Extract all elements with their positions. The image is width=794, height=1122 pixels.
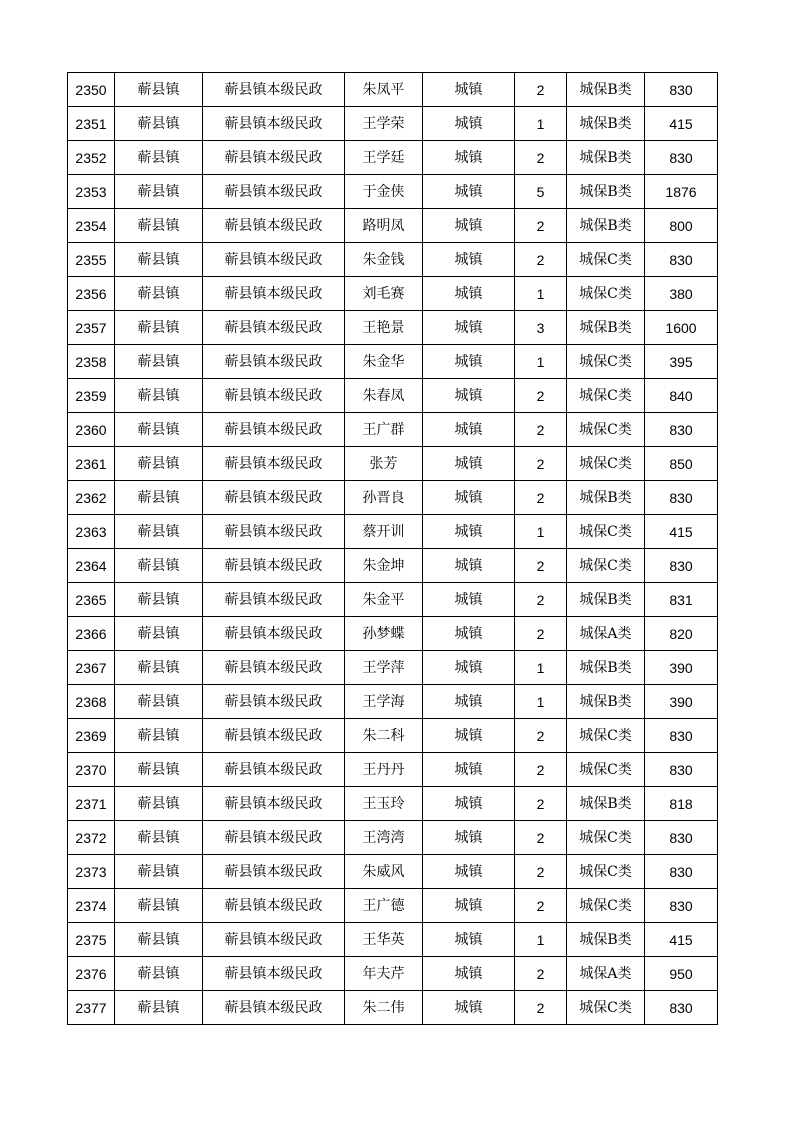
name-cell: 孙梦蝶 <box>345 617 423 651</box>
town-cell: 蕲县镇 <box>115 515 203 549</box>
category-cell: 城保C类 <box>567 277 645 311</box>
household-size-cell: 2 <box>515 753 567 787</box>
serial-no-cell: 2366 <box>68 617 115 651</box>
town-cell: 蕲县镇 <box>115 617 203 651</box>
name-cell: 朱春凤 <box>345 379 423 413</box>
table-row <box>68 413 718 447</box>
town-cell: 蕲县镇 <box>115 991 203 1025</box>
town-cell: 蕲县镇 <box>115 277 203 311</box>
unit-cell: 蕲县镇本级民政 <box>203 821 345 855</box>
table-row <box>68 311 718 345</box>
amount-cell: 1876 <box>645 175 718 209</box>
area-type-cell: 城镇 <box>423 651 515 685</box>
household-size-cell: 2 <box>515 719 567 753</box>
town-cell: 蕲县镇 <box>115 243 203 277</box>
amount-cell: 830 <box>645 753 718 787</box>
household-size-cell: 2 <box>515 73 567 107</box>
serial-no-cell: 2372 <box>68 821 115 855</box>
household-size-cell: 2 <box>515 209 567 243</box>
area-type-cell: 城镇 <box>423 107 515 141</box>
serial-no-cell: 2371 <box>68 787 115 821</box>
unit-cell: 蕲县镇本级民政 <box>203 73 345 107</box>
household-size-cell: 2 <box>515 617 567 651</box>
serial-no-cell: 2363 <box>68 515 115 549</box>
town-cell: 蕲县镇 <box>115 855 203 889</box>
amount-cell: 830 <box>645 73 718 107</box>
town-cell: 蕲县镇 <box>115 957 203 991</box>
household-size-cell: 2 <box>515 379 567 413</box>
name-cell: 朱金钱 <box>345 243 423 277</box>
serial-no-cell: 2376 <box>68 957 115 991</box>
serial-no-cell: 2365 <box>68 583 115 617</box>
category-cell: 城保C类 <box>567 549 645 583</box>
household-size-cell: 2 <box>515 957 567 991</box>
table-row <box>68 107 718 141</box>
category-cell: 城保C类 <box>567 515 645 549</box>
table-row <box>68 277 718 311</box>
unit-cell: 蕲县镇本级民政 <box>203 889 345 923</box>
serial-no-cell: 2357 <box>68 311 115 345</box>
household-size-cell: 5 <box>515 175 567 209</box>
unit-cell: 蕲县镇本级民政 <box>203 107 345 141</box>
town-cell: 蕲县镇 <box>115 311 203 345</box>
name-cell: 王艳景 <box>345 311 423 345</box>
serial-no-cell: 2367 <box>68 651 115 685</box>
table-row <box>68 345 718 379</box>
category-cell: 城保C类 <box>567 855 645 889</box>
category-cell: 城保B类 <box>567 481 645 515</box>
household-size-cell: 1 <box>515 277 567 311</box>
unit-cell: 蕲县镇本级民政 <box>203 379 345 413</box>
serial-no-cell: 2359 <box>68 379 115 413</box>
unit-cell: 蕲县镇本级民政 <box>203 617 345 651</box>
household-size-cell: 2 <box>515 413 567 447</box>
town-cell: 蕲县镇 <box>115 447 203 481</box>
serial-no-cell: 2374 <box>68 889 115 923</box>
category-cell: 城保B类 <box>567 107 645 141</box>
town-cell: 蕲县镇 <box>115 481 203 515</box>
town-cell: 蕲县镇 <box>115 175 203 209</box>
household-size-cell: 2 <box>515 447 567 481</box>
area-type-cell: 城镇 <box>423 617 515 651</box>
area-type-cell: 城镇 <box>423 277 515 311</box>
table-row <box>68 549 718 583</box>
name-cell: 于金侠 <box>345 175 423 209</box>
serial-no-cell: 2368 <box>68 685 115 719</box>
name-cell: 王学荣 <box>345 107 423 141</box>
amount-cell: 415 <box>645 923 718 957</box>
category-cell: 城保C类 <box>567 821 645 855</box>
unit-cell: 蕲县镇本级民政 <box>203 209 345 243</box>
name-cell: 朱威风 <box>345 855 423 889</box>
area-type-cell: 城镇 <box>423 141 515 175</box>
name-cell: 朱金平 <box>345 583 423 617</box>
household-size-cell: 2 <box>515 787 567 821</box>
area-type-cell: 城镇 <box>423 73 515 107</box>
area-type-cell: 城镇 <box>423 481 515 515</box>
household-size-cell: 1 <box>515 107 567 141</box>
name-cell: 朱二伟 <box>345 991 423 1025</box>
area-type-cell: 城镇 <box>423 685 515 719</box>
unit-cell: 蕲县镇本级民政 <box>203 311 345 345</box>
town-cell: 蕲县镇 <box>115 379 203 413</box>
category-cell: 城保B类 <box>567 583 645 617</box>
unit-cell: 蕲县镇本级民政 <box>203 413 345 447</box>
amount-cell: 1600 <box>645 311 718 345</box>
area-type-cell: 城镇 <box>423 345 515 379</box>
category-cell: 城保C类 <box>567 413 645 447</box>
table-row <box>68 923 718 957</box>
area-type-cell: 城镇 <box>423 549 515 583</box>
household-size-cell: 2 <box>515 243 567 277</box>
amount-cell: 830 <box>645 889 718 923</box>
table-row <box>68 583 718 617</box>
amount-cell: 830 <box>645 141 718 175</box>
town-cell: 蕲县镇 <box>115 787 203 821</box>
name-cell: 王广群 <box>345 413 423 447</box>
area-type-cell: 城镇 <box>423 821 515 855</box>
unit-cell: 蕲县镇本级民政 <box>203 175 345 209</box>
category-cell: 城保B类 <box>567 175 645 209</box>
category-cell: 城保C类 <box>567 719 645 753</box>
amount-cell: 390 <box>645 651 718 685</box>
unit-cell: 蕲县镇本级民政 <box>203 787 345 821</box>
unit-cell: 蕲县镇本级民政 <box>203 515 345 549</box>
amount-cell: 840 <box>645 379 718 413</box>
area-type-cell: 城镇 <box>423 413 515 447</box>
category-cell: 城保C类 <box>567 753 645 787</box>
name-cell: 刘毛赛 <box>345 277 423 311</box>
serial-no-cell: 2375 <box>68 923 115 957</box>
household-size-cell: 2 <box>515 991 567 1025</box>
category-cell: 城保A类 <box>567 957 645 991</box>
serial-no-cell: 2369 <box>68 719 115 753</box>
name-cell: 王学海 <box>345 685 423 719</box>
town-cell: 蕲县镇 <box>115 753 203 787</box>
area-type-cell: 城镇 <box>423 311 515 345</box>
serial-no-cell: 2373 <box>68 855 115 889</box>
household-size-cell: 2 <box>515 855 567 889</box>
name-cell: 王广德 <box>345 889 423 923</box>
town-cell: 蕲县镇 <box>115 73 203 107</box>
unit-cell: 蕲县镇本级民政 <box>203 277 345 311</box>
amount-cell: 830 <box>645 481 718 515</box>
table-row <box>68 73 718 107</box>
name-cell: 王丹丹 <box>345 753 423 787</box>
unit-cell: 蕲县镇本级民政 <box>203 957 345 991</box>
name-cell: 王湾湾 <box>345 821 423 855</box>
household-size-cell: 1 <box>515 345 567 379</box>
area-type-cell: 城镇 <box>423 209 515 243</box>
town-cell: 蕲县镇 <box>115 583 203 617</box>
town-cell: 蕲县镇 <box>115 549 203 583</box>
household-size-cell: 1 <box>515 685 567 719</box>
table-row <box>68 515 718 549</box>
household-size-cell: 1 <box>515 651 567 685</box>
table-row <box>68 447 718 481</box>
amount-cell: 830 <box>645 821 718 855</box>
category-cell: 城保C类 <box>567 889 645 923</box>
serial-no-cell: 2361 <box>68 447 115 481</box>
name-cell: 年夫芹 <box>345 957 423 991</box>
name-cell: 朱凤平 <box>345 73 423 107</box>
household-size-cell: 2 <box>515 821 567 855</box>
table-row <box>68 209 718 243</box>
unit-cell: 蕲县镇本级民政 <box>203 345 345 379</box>
unit-cell: 蕲县镇本级民政 <box>203 141 345 175</box>
category-cell: 城保B类 <box>567 923 645 957</box>
area-type-cell: 城镇 <box>423 991 515 1025</box>
unit-cell: 蕲县镇本级民政 <box>203 855 345 889</box>
town-cell: 蕲县镇 <box>115 685 203 719</box>
category-cell: 城保C类 <box>567 243 645 277</box>
town-cell: 蕲县镇 <box>115 719 203 753</box>
table-row <box>68 957 718 991</box>
name-cell: 王玉玲 <box>345 787 423 821</box>
unit-cell: 蕲县镇本级民政 <box>203 447 345 481</box>
area-type-cell: 城镇 <box>423 583 515 617</box>
serial-no-cell: 2350 <box>68 73 115 107</box>
amount-cell: 800 <box>645 209 718 243</box>
amount-cell: 830 <box>645 243 718 277</box>
town-cell: 蕲县镇 <box>115 413 203 447</box>
table-row <box>68 753 718 787</box>
category-cell: 城保C类 <box>567 345 645 379</box>
serial-no-cell: 2358 <box>68 345 115 379</box>
table-row <box>68 617 718 651</box>
town-cell: 蕲县镇 <box>115 209 203 243</box>
area-type-cell: 城镇 <box>423 889 515 923</box>
town-cell: 蕲县镇 <box>115 141 203 175</box>
name-cell: 朱二科 <box>345 719 423 753</box>
category-cell: 城保C类 <box>567 447 645 481</box>
table-row <box>68 651 718 685</box>
area-type-cell: 城镇 <box>423 243 515 277</box>
area-type-cell: 城镇 <box>423 175 515 209</box>
category-cell: 城保B类 <box>567 73 645 107</box>
category-cell: 城保B类 <box>567 651 645 685</box>
amount-cell: 830 <box>645 549 718 583</box>
name-cell: 朱金华 <box>345 345 423 379</box>
serial-no-cell: 2364 <box>68 549 115 583</box>
unit-cell: 蕲县镇本级民政 <box>203 991 345 1025</box>
amount-cell: 820 <box>645 617 718 651</box>
table-row <box>68 889 718 923</box>
unit-cell: 蕲县镇本级民政 <box>203 719 345 753</box>
unit-cell: 蕲县镇本级民政 <box>203 481 345 515</box>
serial-no-cell: 2355 <box>68 243 115 277</box>
amount-cell: 831 <box>645 583 718 617</box>
area-type-cell: 城镇 <box>423 515 515 549</box>
amount-cell: 390 <box>645 685 718 719</box>
table-row <box>68 685 718 719</box>
table-row <box>68 243 718 277</box>
amount-cell: 415 <box>645 515 718 549</box>
serial-no-cell: 2356 <box>68 277 115 311</box>
name-cell: 张芳 <box>345 447 423 481</box>
serial-no-cell: 2353 <box>68 175 115 209</box>
area-type-cell: 城镇 <box>423 447 515 481</box>
name-cell: 王学廷 <box>345 141 423 175</box>
roster-body <box>68 73 718 1025</box>
household-size-cell: 1 <box>515 515 567 549</box>
area-type-cell: 城镇 <box>423 753 515 787</box>
category-cell: 城保B类 <box>567 311 645 345</box>
amount-cell: 818 <box>645 787 718 821</box>
table-row <box>68 991 718 1025</box>
table-row <box>68 855 718 889</box>
category-cell: 城保C类 <box>567 991 645 1025</box>
serial-no-cell: 2360 <box>68 413 115 447</box>
area-type-cell: 城镇 <box>423 379 515 413</box>
town-cell: 蕲县镇 <box>115 651 203 685</box>
area-type-cell: 城镇 <box>423 923 515 957</box>
table-row <box>68 481 718 515</box>
category-cell: 城保B类 <box>567 787 645 821</box>
serial-no-cell: 2351 <box>68 107 115 141</box>
area-type-cell: 城镇 <box>423 957 515 991</box>
household-size-cell: 2 <box>515 481 567 515</box>
unit-cell: 蕲县镇本级民政 <box>203 753 345 787</box>
area-type-cell: 城镇 <box>423 719 515 753</box>
amount-cell: 830 <box>645 413 718 447</box>
unit-cell: 蕲县镇本级民政 <box>203 549 345 583</box>
unit-cell: 蕲县镇本级民政 <box>203 583 345 617</box>
table-row <box>68 787 718 821</box>
category-cell: 城保A类 <box>567 617 645 651</box>
table-row <box>68 175 718 209</box>
amount-cell: 850 <box>645 447 718 481</box>
area-type-cell: 城镇 <box>423 787 515 821</box>
unit-cell: 蕲县镇本级民政 <box>203 243 345 277</box>
table-row <box>68 141 718 175</box>
unit-cell: 蕲县镇本级民政 <box>203 923 345 957</box>
category-cell: 城保B类 <box>567 685 645 719</box>
name-cell: 王华英 <box>345 923 423 957</box>
amount-cell: 380 <box>645 277 718 311</box>
table-row <box>68 821 718 855</box>
area-type-cell: 城镇 <box>423 855 515 889</box>
household-size-cell: 3 <box>515 311 567 345</box>
amount-cell: 830 <box>645 991 718 1025</box>
serial-no-cell: 2370 <box>68 753 115 787</box>
name-cell: 孙晋良 <box>345 481 423 515</box>
unit-cell: 蕲县镇本级民政 <box>203 685 345 719</box>
town-cell: 蕲县镇 <box>115 107 203 141</box>
table-row <box>68 379 718 413</box>
amount-cell: 830 <box>645 855 718 889</box>
household-size-cell: 2 <box>515 141 567 175</box>
roster-table <box>67 72 718 1025</box>
unit-cell: 蕲县镇本级民政 <box>203 651 345 685</box>
serial-no-cell: 2354 <box>68 209 115 243</box>
town-cell: 蕲县镇 <box>115 923 203 957</box>
amount-cell: 950 <box>645 957 718 991</box>
name-cell: 朱金坤 <box>345 549 423 583</box>
serial-no-cell: 2377 <box>68 991 115 1025</box>
name-cell: 路明凤 <box>345 209 423 243</box>
household-size-cell: 2 <box>515 889 567 923</box>
amount-cell: 395 <box>645 345 718 379</box>
category-cell: 城保B类 <box>567 141 645 175</box>
serial-no-cell: 2362 <box>68 481 115 515</box>
town-cell: 蕲县镇 <box>115 345 203 379</box>
household-size-cell: 2 <box>515 583 567 617</box>
category-cell: 城保C类 <box>567 379 645 413</box>
name-cell: 蔡开训 <box>345 515 423 549</box>
household-size-cell: 1 <box>515 923 567 957</box>
town-cell: 蕲县镇 <box>115 889 203 923</box>
household-size-cell: 2 <box>515 549 567 583</box>
name-cell: 王学萍 <box>345 651 423 685</box>
serial-no-cell: 2352 <box>68 141 115 175</box>
category-cell: 城保B类 <box>567 209 645 243</box>
town-cell: 蕲县镇 <box>115 821 203 855</box>
amount-cell: 415 <box>645 107 718 141</box>
amount-cell: 830 <box>645 719 718 753</box>
table-row <box>68 719 718 753</box>
